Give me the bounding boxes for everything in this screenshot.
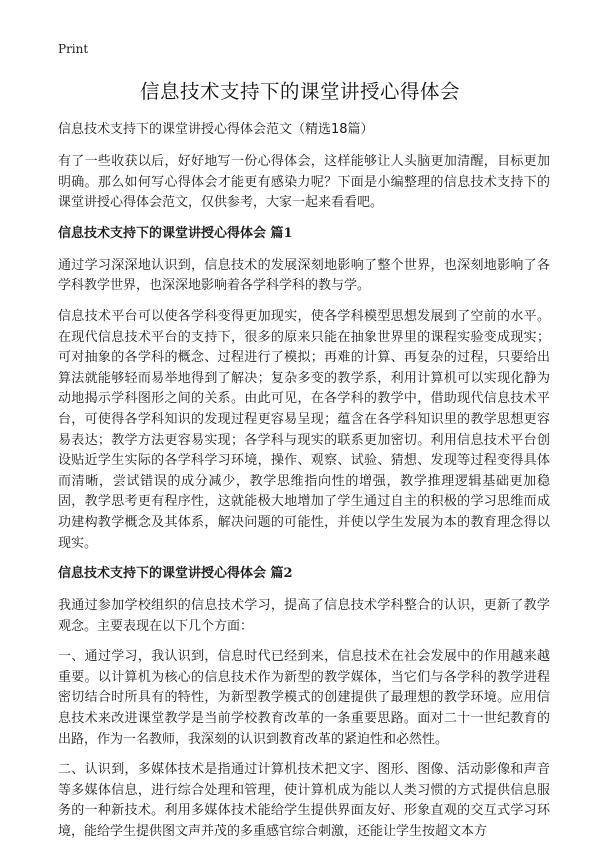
section-2-paragraph-3: 二、认识到，多媒体技术是指通过计算机技术把文字、图形、图像、活动影像和声音等多媒体信息，进行综合处理和管理，使计算机成为能以人类习惯的方式提供信息服务的一种新技术。利用多媒体技术能给学生提供界面友好、形象直观的交互式学习环境，能给学生提供图文声并茂的多重感官综合刺激，还能让学生按超文本方	[58, 762, 550, 840]
article-subtitle: 信息技术支持下的课堂讲授心得体会范文（精选18篇）	[58, 122, 374, 137]
section-1-paragraph-2: 信息技术平台可以使各学科变得更加现实，使各学科模型思想发展到了空前的水平。在现代信息技术平台的支持下，很多的原来只能在抽象世界里的课程实验变成现实；可对抽象的各学科的概念、过程进行了模拟；再难的计算、再复杂的过程，只要给出算法就能够轻而易举地得到了解决；复杂多变的教学系，利用计算机可以实现化静为动地揭示学科图形之间的关系。由此可见，在各学科的教学中，借助现代信息技术平台，可使得各学科知识的发现过程更容易呈现；蕴含在各学科知识里的教学思想更容易表达；教学方法更容易实现；各学科与现实的联系更加密切。利用信息技术平台创设贴近学生实际的各学科学习环境，操作、观察、试验、猜想、发现等过程变得具体而清晰，尝试错误的成分减少，教学思维指向性的增强，教学推理逻辑基础更加稳固，教学思考更有程序性，这就能极大地增加了学生通过自主的积极的学习思维而成功建构教学概念及其体系，解决问题的可能性，并使以学生发展为本的教育理念得以现实。	[58, 308, 550, 551]
intro-paragraph: 有了一些收获以后，好好地写一份心得体会，这样能够让人头脑更加清醒，目标更加明确。那么如何写心得体会才能更有感染力呢？下面是小编整理的信息技术支持下的课堂讲授心得体会范文，仅供参考，大家一起来看看吧。	[58, 154, 550, 211]
section-1-paragraph-1: 通过学习深深地认识到，信息技术的发展深刻地影响了整个世界，也深刻地影响了各学科教学世界，也深深地影响着各学科学科的教与学。	[58, 257, 550, 294]
page-title: 信息技术支持下的课堂讲授心得体会	[139, 80, 460, 103]
section-heading-2: 信息技术支持下的课堂讲授心得体会 篇2	[58, 566, 293, 582]
article-body	[58, 120, 550, 853]
print-link[interactable]: Print	[58, 42, 89, 56]
section-2-paragraph-2: 一、通过学习，我认识到，信息时代已经到来，信息技术在社会发展中的作用越来越重要。以计算机为核心的信息技术作为新型的教学媒体，当它们与各学科的教学进程密切结合时所具有的特性，为新型教学模式的创建提供了最理想的教学环境。应用信息技术来改进课堂教学是当前学校教育改革的一条重要思路。面对二十一世纪教育的出路，作为一名教师，我深刻的认识到教育改革的紧迫性和必然性。	[58, 649, 550, 747]
section-heading-1: 信息技术支持下的课堂讲授心得体会 篇1	[58, 225, 293, 241]
section-2-paragraph-1: 我通过参加学校组织的信息技术学习，提高了信息技术学科整合的认识，更新了教学观念。主要表现在以下几个方面：	[58, 598, 550, 634]
